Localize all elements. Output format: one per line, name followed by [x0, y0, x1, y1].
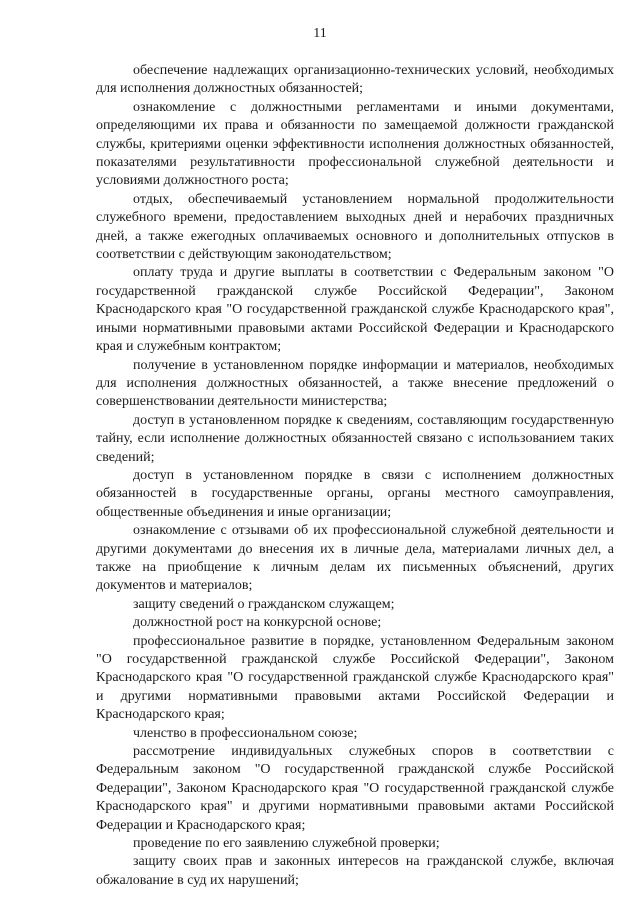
paragraph-1: обеспечение надлежащих организационно-технических условий, необходимых для исполнения должностных обязанностей;: [96, 63, 614, 97]
paragraph-10: должностной рост на конкурсной основе;: [133, 615, 382, 631]
paragraph-3: отдых, обеспечиваемый установлением нормальной продолжительности служебного времени, предоставлением выходных дней и нерабочих праздничных дней, а также ежегодных оплачиваемых основного и дополнительных отпусков в соответствии с действующим законодательством;: [96, 191, 614, 263]
document-body: [96, 62, 614, 890]
page-number: 11: [313, 26, 327, 41]
paragraph-12: членство в профессиональном союзе;: [133, 725, 358, 741]
paragraph-11: профессиональное развитие в порядке, установленном Федеральным законом "О государственной гражданской службе Российской Федерации", Законом Краснодарского края "О государственной гражданской службе Краснодарского края" и другими нормативными правовыми актами Российской Федерации и Краснодарского края;: [96, 633, 614, 723]
paragraph-8: ознакомление с отзывами об их профессиональной служебной деятельности и другими документами до внесения их в личные дела, материалами личных дел, а также на приобщение к личным делам их письменных объяснений, других документов и материалов;: [96, 523, 614, 594]
paragraph-14: проведение по его заявлению служебной проверки;: [133, 836, 440, 852]
paragraph-4: оплату труда и другие выплаты в соответствии с Федеральным законом "О государственной гражданской службе Российской Федерации", Законом Краснодарского края "О государственной гражданской службе Краснодарского края", иными нормативными правовыми актами Российской Федерации и Краснодарского края и служебным контрактом;: [96, 265, 614, 355]
paragraph-13: рассмотрение индивидуальных служебных споров в соответствии с Федеральным законом "О государственной гражданской службе Российской Федерации", Законом Краснодарского края "О государственной гражданской службе Краснодарского края" и другими нормативными правовыми актами Российской Федерации и Краснодарского края;: [96, 744, 614, 833]
paragraph-6: доступ в установленном порядке к сведениям, составляющим государственную тайну, если исполнение должностных обязанностей связано с использованием таких сведений;: [96, 412, 614, 465]
paragraph-15: защиту своих прав и законных интересов на гражданской службе, включая обжалование в суд их нарушений;: [96, 854, 614, 888]
paragraph-9: защиту сведений о гражданском служащем;: [133, 596, 395, 612]
paragraph-2: ознакомление с должностными регламентами и иными документами, определяющими их права и обязанности по замещаемой должности гражданской службы, критериями оценки эффективности исполнения должностных обязанностей, показателями результативности профессиональной служебной деятельности и условиями должностного роста;: [96, 99, 614, 189]
paragraph-5: получение в установленном порядке информации и материалов, необходимых для исполнения должностных обязанностей, а также внесение предложений о совершенствовании деятельности министерства;: [96, 357, 614, 410]
paragraph-7: доступ в установленном порядке в связи с исполнением должностных обязанностей в государственные органы, органы местного самоуправления, общественные объединения и иные организации;: [96, 467, 614, 520]
